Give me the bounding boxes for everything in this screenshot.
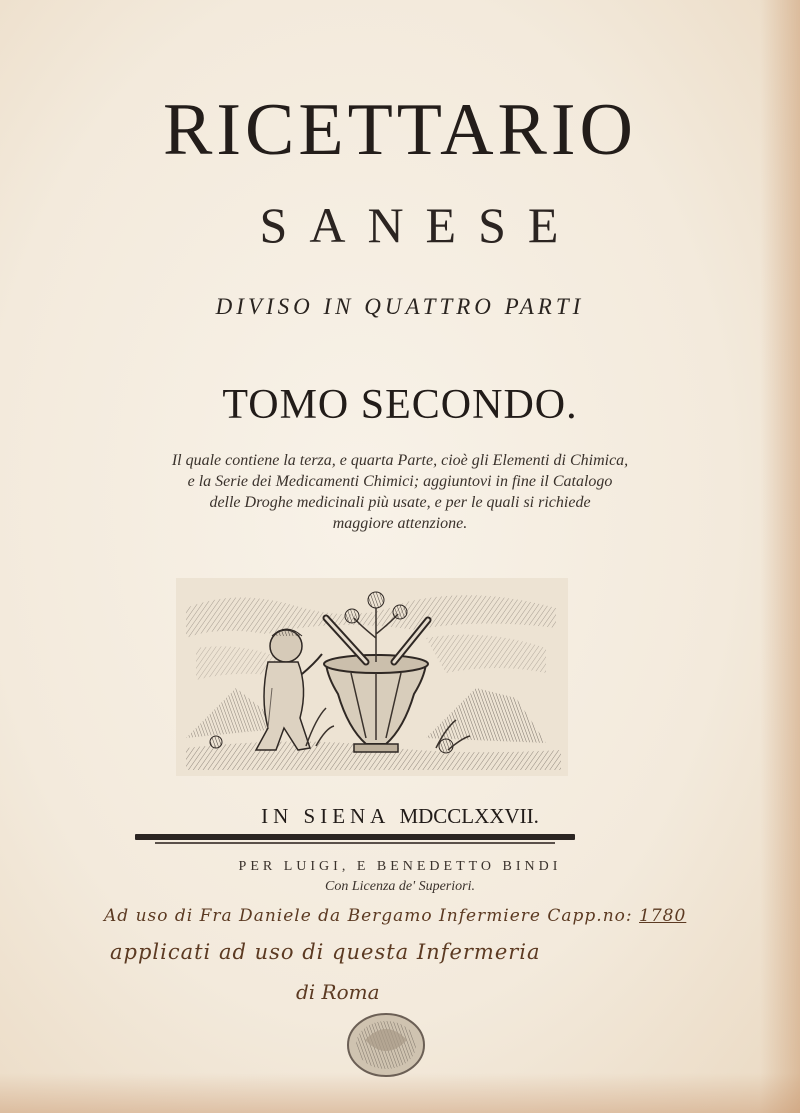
description-line: Il quale contiene la terza, e quarta Parte, cioè gli Elementi di Chimica, bbox=[171, 452, 629, 469]
description-line: maggiore attenzione. bbox=[332, 515, 468, 532]
description-line: delle Droghe medicinali più usate, e per le quali si richiede bbox=[209, 494, 591, 511]
book-title-line1: RICETTARIO bbox=[163, 89, 637, 171]
volume-heading: TOMO SECONDO. bbox=[222, 382, 578, 428]
ornamental-rule bbox=[135, 834, 575, 840]
library-stamp bbox=[345, 1012, 427, 1078]
ornamental-rule-thin bbox=[155, 842, 555, 844]
printer-line: PER LUIGI, E BENEDETTO BINDI bbox=[238, 859, 562, 874]
imprint-year: MDCCLXXVII. bbox=[399, 804, 539, 828]
imprint-place: IN SIENA bbox=[261, 804, 390, 828]
license-line: Con Licenza de' Superiori. bbox=[325, 879, 475, 894]
manuscript-year: 1780 bbox=[639, 906, 687, 926]
description-line: e la Serie dei Medicamenti Chimici; aggiuntovi in fine il Catalogo bbox=[187, 473, 613, 490]
engraved-vignette bbox=[176, 578, 568, 776]
manuscript-inscription-line2: applicati ad uso di questa Infermeria bbox=[110, 940, 541, 964]
engraving-illustration bbox=[176, 578, 568, 776]
imprint-place-year bbox=[0, 804, 800, 829]
stamp-seal-icon bbox=[345, 1012, 427, 1078]
manuscript-inscription-line3: di Roma bbox=[296, 980, 380, 1004]
book-title-line2: SANESE bbox=[259, 197, 581, 253]
subtitle: DIVISO IN QUATTRO PARTI bbox=[215, 294, 585, 319]
page-edge-shadow-bottom bbox=[0, 1073, 800, 1113]
manuscript-inscription-line1: Ad uso di Fra Daniele da Bergamo Infermiere Capp.no: 1780 bbox=[104, 906, 687, 926]
manuscript-text: Ad uso di Fra Daniele da Bergamo Infermiere Capp.no bbox=[104, 906, 626, 926]
description-block bbox=[80, 450, 720, 534]
